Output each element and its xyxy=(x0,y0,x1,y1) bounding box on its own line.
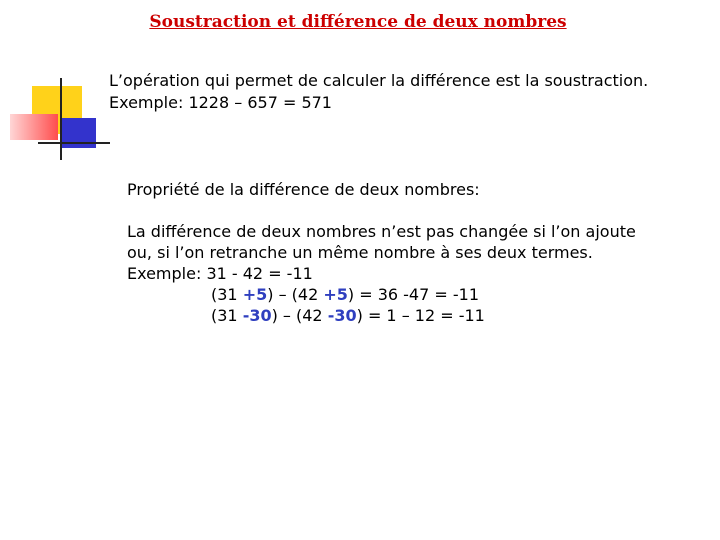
properties-heading: Propriété de la différence de deux nombres: xyxy=(127,180,480,199)
rule-line-2: ou, si l’on retranche un même nombre à ses deux termes. xyxy=(127,243,593,262)
intro-definition: L’opération qui permet de calculer la différence est la soustraction. xyxy=(109,71,649,90)
example-sub-highlight-2: -30 xyxy=(327,306,357,325)
vertical-divider-line xyxy=(60,78,62,160)
example-sub-part-2: ) – (42 xyxy=(271,306,328,325)
example-sub-line xyxy=(127,305,636,326)
page-title: Soustraction et différence de deux nombres xyxy=(149,12,567,32)
example-line: Exemple: 31 - 42 = -11 xyxy=(127,264,313,283)
intro-block xyxy=(109,70,648,114)
intro-example: Exemple: 1228 – 657 = 571 xyxy=(109,93,332,112)
example-sub-part-1: (31 xyxy=(211,306,243,325)
example-add-highlight-2: +5 xyxy=(323,285,348,304)
example-add-part-3: ) = 36 -47 = -11 xyxy=(347,285,479,304)
spacer xyxy=(127,200,636,221)
rule-line-1: La différence de deux nombres n’est pas changée si l’on ajoute xyxy=(127,222,636,241)
decorative-squares xyxy=(0,70,110,170)
example-add-highlight-1: +5 xyxy=(242,285,268,304)
horizontal-divider-line xyxy=(38,142,110,144)
example-sub-highlight-1: -30 xyxy=(242,306,272,325)
properties-block xyxy=(127,179,636,326)
red-square xyxy=(10,114,58,140)
example-add-part-1: (31 xyxy=(211,285,243,304)
example-sub-part-3: ) = 1 – 12 = -11 xyxy=(356,306,485,325)
example-add-part-2: ) – (42 xyxy=(267,285,324,304)
example-add-line xyxy=(127,284,636,305)
